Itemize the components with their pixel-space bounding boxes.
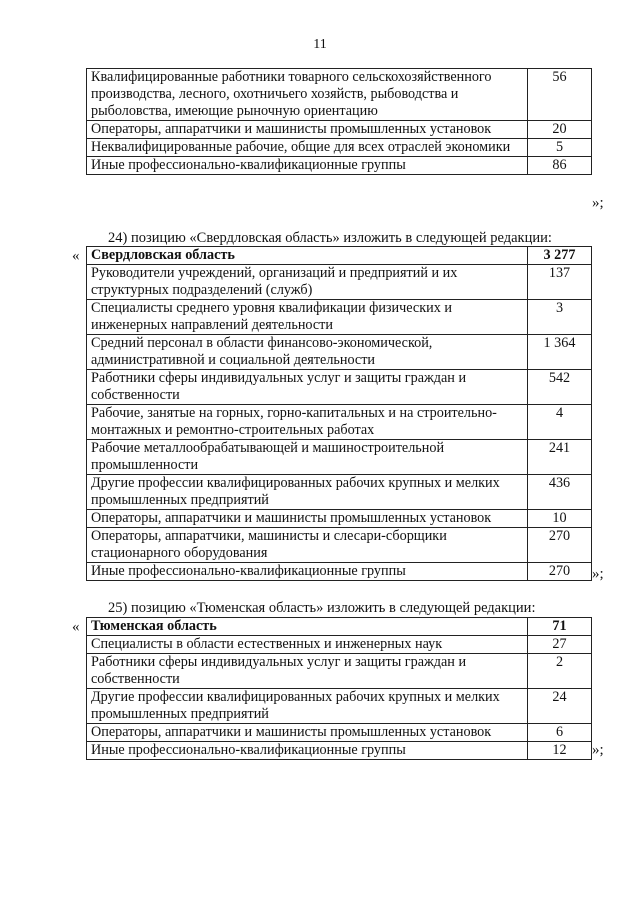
row-value: 20 — [528, 121, 592, 139]
row-value: 86 — [528, 157, 592, 175]
table-header-row — [87, 618, 592, 636]
row-name: Рабочие, занятые на горных, горно-капитальных и на строительно-монтажных и ремонтно-строительных работах — [87, 405, 528, 440]
table-row — [87, 121, 592, 139]
table-row — [87, 475, 592, 510]
opening-quote-mark: « — [72, 248, 80, 264]
table-row — [87, 654, 592, 689]
row-name: Специалисты среднего уровня квалификации физических и инженерных направлений деятельности — [87, 300, 528, 335]
row-value: 6 — [528, 724, 592, 742]
row-name: Операторы, аппаратчики и машинисты промышленных установок — [87, 724, 528, 742]
table-row — [87, 742, 592, 760]
table-row — [87, 300, 592, 335]
table-row — [87, 139, 592, 157]
page-number: 11 — [313, 37, 327, 52]
row-name: Иные профессионально-квалификационные группы — [87, 742, 528, 760]
row-value: 137 — [528, 265, 592, 300]
table-row — [87, 528, 592, 563]
row-name: Рабочие металлообрабатывающей и машиностроительной промышленности — [87, 440, 528, 475]
row-name: Операторы, аппаратчики и машинисты промышленных установок — [87, 510, 528, 528]
table-row — [87, 510, 592, 528]
region-total: 71 — [528, 618, 592, 636]
row-name: Квалифицированные работники товарного сельскохозяйственного производства, лесного, охотничьего хозяйств, рыбоводства и рыболовства, имеющие рыночную ориентацию — [87, 69, 528, 121]
row-value: 436 — [528, 475, 592, 510]
row-value: 241 — [528, 440, 592, 475]
paragraph-24: 24) позицию «Свердловская область» изложить в следующей редакции: — [108, 230, 552, 246]
row-name: Другие профессии квалифицированных рабочих крупных и мелких промышленных предприятий — [87, 475, 528, 510]
row-value: 3 — [528, 300, 592, 335]
table-tyumen — [86, 617, 592, 760]
row-name: Работники сферы индивидуальных услуг и защиты граждан и собственности — [87, 654, 528, 689]
row-value: 56 — [528, 69, 592, 121]
opening-quote-mark: « — [72, 619, 80, 635]
row-name: Иные профессионально-квалификационные группы — [87, 563, 528, 581]
row-name: Руководители учреждений, организаций и предприятий и их структурных подразделений (служб) — [87, 265, 528, 300]
table-row — [87, 563, 592, 581]
table-row — [87, 335, 592, 370]
row-value: 27 — [528, 636, 592, 654]
table-row — [87, 265, 592, 300]
row-value: 12 — [528, 742, 592, 760]
closing-quote-mark: »; — [592, 742, 604, 758]
row-value: 270 — [528, 528, 592, 563]
row-value: 24 — [528, 689, 592, 724]
row-name: Неквалифицированные рабочие, общие для всех отраслей экономики — [87, 139, 528, 157]
row-name: Операторы, аппаратчики, машинисты и слесари-сборщики стационарного оборудования — [87, 528, 528, 563]
table-row — [87, 636, 592, 654]
table-top — [86, 68, 592, 175]
row-name: Иные профессионально-квалификационные группы — [87, 157, 528, 175]
table-row — [87, 69, 592, 121]
table-row — [87, 724, 592, 742]
closing-quote-mark: »; — [592, 566, 604, 582]
row-value: 4 — [528, 405, 592, 440]
row-name: Работники сферы индивидуальных услуг и защиты граждан и собственности — [87, 370, 528, 405]
row-value: 5 — [528, 139, 592, 157]
paragraph-25: 25) позицию «Тюменская область» изложить в следующей редакции: — [108, 600, 536, 616]
table-sverdlovsk — [86, 246, 592, 581]
table-row — [87, 689, 592, 724]
table-row — [87, 440, 592, 475]
row-value: 10 — [528, 510, 592, 528]
region-name: Свердловская область — [87, 247, 528, 265]
table-row — [87, 157, 592, 175]
row-value: 2 — [528, 654, 592, 689]
row-name: Специалисты в области естественных и инженерных наук — [87, 636, 528, 654]
row-name: Средний персонал в области финансово-экономической, административной и социальной деятельности — [87, 335, 528, 370]
table-row — [87, 370, 592, 405]
row-name: Операторы, аппаратчики и машинисты промышленных установок — [87, 121, 528, 139]
row-value: 1 364 — [528, 335, 592, 370]
row-name: Другие профессии квалифицированных рабочих крупных и мелких промышленных предприятий — [87, 689, 528, 724]
region-total: 3 277 — [528, 247, 592, 265]
region-name: Тюменская область — [87, 618, 528, 636]
row-value: 542 — [528, 370, 592, 405]
table-header-row — [87, 247, 592, 265]
table-row — [87, 405, 592, 440]
row-value: 270 — [528, 563, 592, 581]
closing-quote-mark: »; — [592, 195, 604, 211]
